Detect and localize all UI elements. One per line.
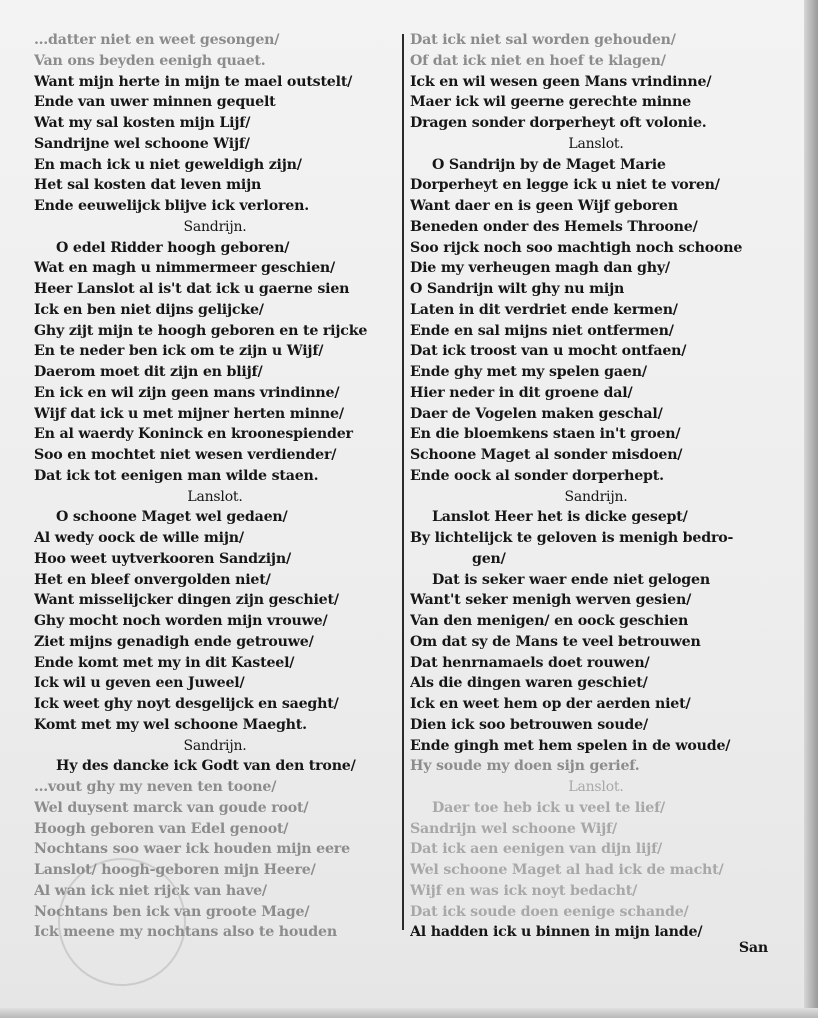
verse-line: Wel schoone Maget al had ick de macht/ — [410, 862, 724, 878]
verse-line: Ende komt met my in dit Kasteel/ — [34, 654, 295, 671]
speaker-heading: Lanslot. — [187, 488, 243, 505]
verse-line: Dorperheyt en legge ick u niet te voren/ — [410, 177, 720, 194]
verse-line: Dat ick troost van u mocht ontfaen/ — [410, 343, 687, 360]
verse-line: O Sandrijn by de Maget Marie — [432, 156, 666, 173]
verse-line: Ende gingh met hem spelen in de woude/ — [410, 737, 731, 754]
verse-line: Wijf dat ick u met mijner herten minne/ — [34, 405, 344, 422]
verse-line: Al wedy oock de wille mijn/ — [34, 530, 244, 546]
verse-line: Ick wil u geven een Juweel/ — [34, 675, 245, 692]
verse-line: Ick en ben niet dijns gelijcke/ — [34, 301, 264, 318]
verse-line: Heer Lanslot al is't dat ick u gaerne sien — [34, 281, 350, 297]
speaker-heading: Sandrijn. — [564, 488, 628, 505]
verse-line: Het en bleef onvergolden niet/ — [34, 571, 271, 588]
verse-line: Wat my sal kosten mijn Lijf/ — [34, 115, 251, 131]
verse-line: Ende en sal mijns niet ontfermen/ — [410, 322, 674, 339]
verse-line: Daer de Vogelen maken geschal/ — [410, 405, 663, 422]
verse-line: Maer ick wil geerne gerechte minne — [410, 94, 691, 111]
verse-line: Schoone Maget al sonder misdoen/ — [410, 447, 683, 463]
page-edge-right — [804, 0, 818, 1018]
verse-line: Dat henrnamaels doet rouwen/ — [410, 654, 650, 671]
right-column — [410, 30, 782, 943]
catchword-row — [410, 938, 782, 959]
speaker-heading: Lanslot. — [568, 779, 624, 795]
verse-line: Want't seker menigh werven gesien/ — [410, 592, 692, 609]
verse-line: Ende oock al sonder dorperhept. — [410, 467, 664, 484]
verse-line: Ende eeuwelijck blijve ick verloren. — [34, 198, 309, 214]
verse-line: …datter niet en weet gesongen/ — [34, 32, 280, 48]
verse-line: Soo rijck noch soo machtigh noch schoone — [410, 239, 743, 256]
left-column — [34, 30, 396, 943]
speaker-heading: Sandrijn. — [183, 218, 247, 235]
speaker-heading: Sandrijn. — [183, 737, 247, 754]
verse-line: Ende van uwer minnen gequelt — [34, 94, 276, 111]
verse-line: O schoone Maget wel gedaen/ — [56, 509, 288, 526]
verse-line: Ziet mijns genadigh ende getrouwe/ — [34, 633, 314, 650]
column-divider — [402, 34, 404, 930]
verse-line: By lichtelijck te geloven is menigh bedro- — [410, 530, 734, 546]
verse-line: Laten in dit verdriet ende kermen/ — [410, 301, 678, 318]
verse-line: Want misselijcker dingen zijn geschiet/ — [34, 592, 339, 609]
verse-line: Lanslot/ hoogh-geboren mijn Heere/ — [34, 862, 316, 878]
catchword: San — [738, 940, 768, 956]
verse-line: Daer toe heb ick u veel te lief/ — [432, 799, 666, 816]
verse-line: Ick en weet hem op der aerden niet/ — [410, 696, 691, 712]
verse-line: Hoogh geboren van Edel genoot/ — [34, 820, 289, 837]
verse-line: O Sandrijn wilt ghy nu mijn — [410, 281, 625, 297]
verse-line: En te neder ben ick om te zijn u Wijf/ — [34, 343, 324, 360]
verse-line: Daerom moet dit zijn en blijf/ — [34, 364, 263, 380]
verse-line: Dien ick soo betrouwen soude/ — [410, 716, 648, 733]
verse-line: Ghy mocht noch worden mijn vrouwe/ — [34, 613, 328, 629]
speaker-heading: Lanslot. — [568, 135, 624, 152]
verse-line: Sandrijn wel schoone Wijf/ — [410, 820, 617, 837]
verse-line: Wat en magh u nimmermeer geschien/ — [34, 260, 336, 277]
verse-line: Al wan ick niet rijck van have/ — [34, 882, 267, 899]
verse-line: Ick weet ghy noyt desgelijck en saeght/ — [34, 696, 339, 712]
verse-line: En al waerdy Koninck en kroonespiender — [34, 426, 353, 443]
verse-line: En die bloemkens staen in't groen/ — [410, 426, 681, 443]
verse-line: Lanslot Heer het is dicke gesept/ — [432, 509, 688, 526]
verse-line: Want mijn herte in mijn te mael outstelt/ — [34, 73, 353, 90]
verse-line: En ick en wil zijn geen mans vrindinne/ — [34, 384, 340, 401]
verse-line: Dat ick aen eenigen van dijn lijf/ — [410, 841, 663, 858]
verse-line: Om dat sy de Mans te veel betrouwen — [410, 633, 701, 650]
verse-line: Dragen sonder dorperheyt oft volonie. — [410, 115, 707, 131]
verse-line: Van den menigen/ en oock geschien — [410, 613, 689, 629]
verse-line: O edel Ridder hoogh geboren/ — [56, 239, 290, 256]
verse-line: Ghy zijt mijn te hoogh geboren en te rijcke — [34, 322, 368, 339]
verse-line: Van ons beyden eenigh quaet. — [34, 52, 266, 69]
verse-line: Wel duysent marck van goude root/ — [34, 799, 309, 816]
verse-line: Hy des dancke ick Godt van den trone/ — [56, 758, 356, 775]
verse-line: …vout ghy my neven ten toone/ — [34, 779, 277, 795]
verse-line: Wijf en was ick noyt bedacht/ — [410, 882, 638, 899]
verse-line: Nochtans soo waer ick houden mijn eere — [34, 841, 350, 858]
verse-line: Al hadden ick u binnen in mijn lande/ — [410, 924, 703, 941]
verse-line: Of dat ick niet en hoef te klagen/ — [410, 52, 666, 69]
verse-line: En mach ick u niet geweldigh zijn/ — [34, 156, 302, 173]
verse-line: Als die dingen waren geschiet/ — [410, 675, 648, 692]
verse-line: Want daer en is geen Wijf geboren — [410, 198, 678, 214]
verse-line: Dat ick soude doen eenige schande/ — [410, 903, 689, 920]
verse-line: Ick en wil wesen geen Mans vrindinne/ — [410, 73, 712, 90]
verse-line: Nochtans ben ick van groote Mage/ — [34, 903, 310, 920]
verse-line: Dat ick tot eenigen man wilde staen. — [34, 467, 319, 484]
verse-line: Die my verheugen magh dan ghy/ — [410, 260, 670, 277]
verse-line: gen/ — [472, 550, 506, 567]
verse-line: Hy soude my doen sijn gerief. — [410, 758, 640, 775]
verse-line: Hoo weet uytverkooren Sandzijn/ — [34, 550, 291, 567]
verse-line: Beneden onder des Hemels Throone/ — [410, 218, 698, 235]
verse-line: Soo en mochtet niet wesen verdiender/ — [34, 447, 337, 463]
verse-line: Hier neder in dit groene dal/ — [410, 384, 633, 401]
verse-line: Ick meene my nochtans also te houden — [34, 924, 337, 941]
page-edge-bottom — [0, 1008, 818, 1018]
verse-line: Sandrijne wel schoone Wijf/ — [34, 135, 250, 152]
verse-line: Komt met my wel schoone Maeght. — [34, 716, 307, 733]
verse-line: Ende ghy met my spelen gaen/ — [410, 364, 647, 380]
verse-line: Dat ick niet sal worden gehouden/ — [410, 32, 676, 48]
verse-line: Dat is seker waer ende niet gelogen — [432, 571, 710, 588]
verse-line: Het sal kosten dat leven mijn — [34, 177, 262, 194]
